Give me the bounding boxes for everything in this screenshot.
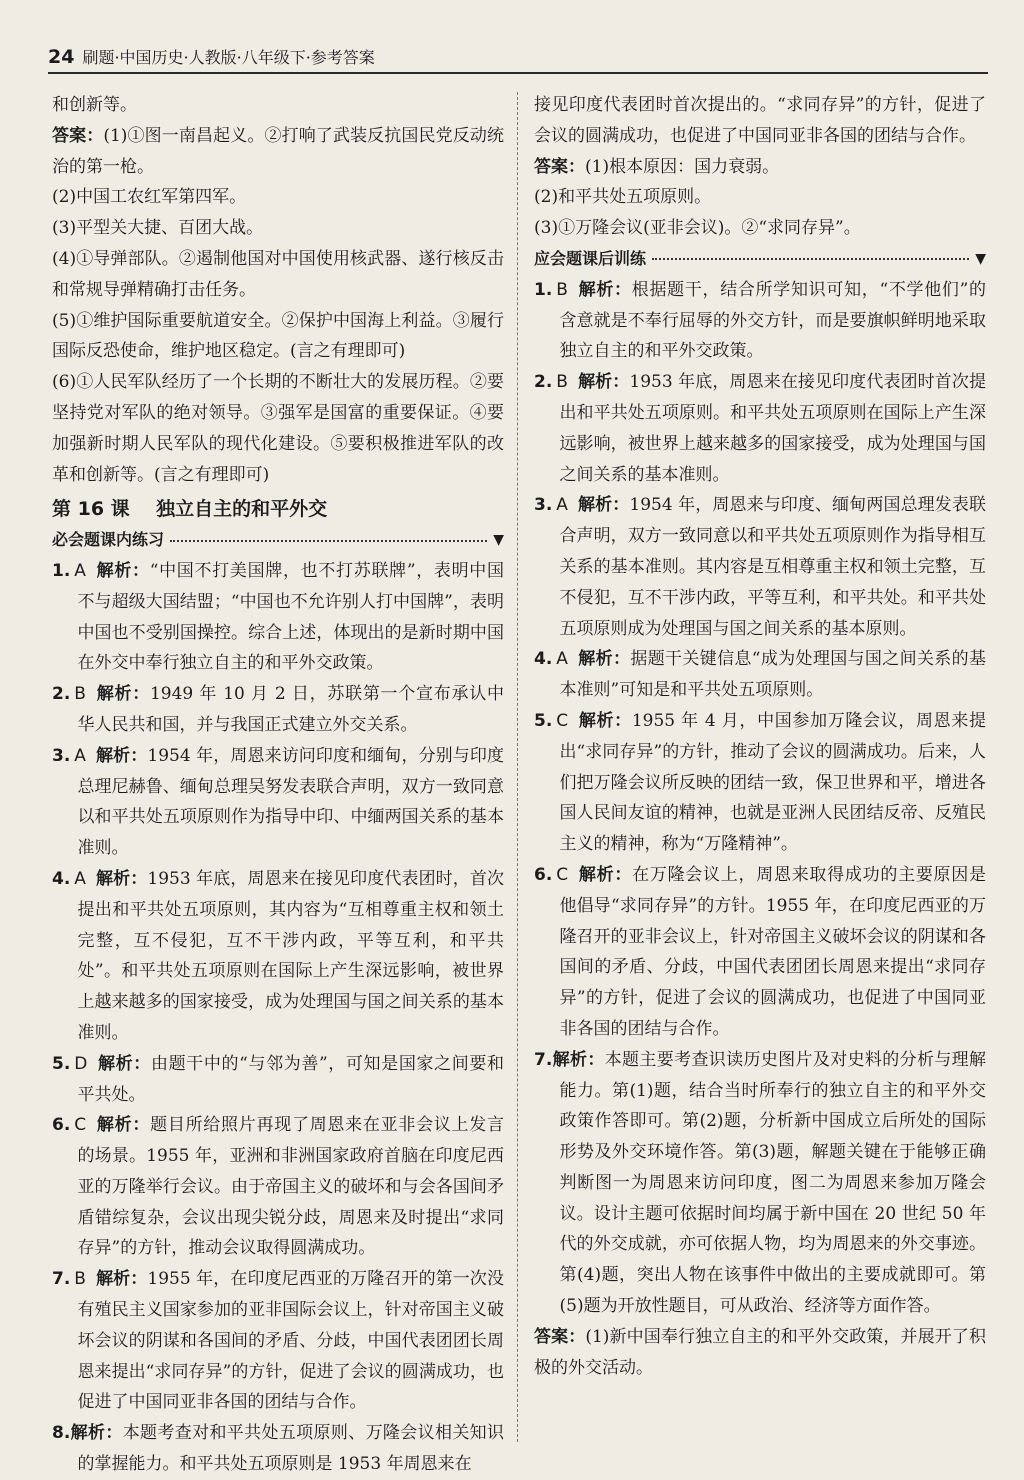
list-item xyxy=(534,367,986,490)
item-choice: B xyxy=(556,279,568,300)
answer-block-line xyxy=(52,121,504,183)
triangle-down-icon: ▼ xyxy=(975,250,986,267)
item-label: 解析： xyxy=(577,372,630,393)
item-label: 解析： xyxy=(577,279,632,300)
answer-part: (6)①人民军队经历了一个长期的不断壮大的发展历程。②要坚持党对军队的绝对领导。③强军是国富的重要保证。④要加强新时期人民军队的现代化建设。⑤要积极推进军队的改革和创新等。(言之有理即可) xyxy=(52,372,504,485)
list-item xyxy=(52,556,504,679)
section-header xyxy=(534,244,986,275)
item-label: 解析： xyxy=(578,710,632,731)
item-text: 1949 年 10 月 2 日，苏联第一个宣布承认中华人民共和国，并与我国正式建立外交关系。 xyxy=(77,684,505,735)
list-item xyxy=(52,1110,504,1264)
item-choice: B xyxy=(556,372,568,393)
lesson-title: 第 16 课 独立自主的和平外交 xyxy=(52,498,328,521)
answer-part: (5)①维护国际重要航道安全。②保护中国海上利益。③履行国际反恐使命，维护地区稳定。(言之有理即可) xyxy=(52,310,504,362)
right-column xyxy=(534,90,986,1383)
item-label: 解析： xyxy=(96,1115,151,1136)
item-number: 8. xyxy=(52,1423,71,1444)
item-choice: A xyxy=(74,745,86,766)
item-number: 4. xyxy=(534,649,553,670)
answer-label: 答案： xyxy=(534,1326,586,1347)
item-text: 1953 年底，周恩来在接见印度代表团时首次提出和平共处五项原则。和平共处五项原则在国际上产生深远影响，被世界上越来越多的国家接受，成为处理国与国之间关系的基本准则。 xyxy=(559,372,987,485)
section-title: 必会题课内练习 xyxy=(52,530,165,550)
item-text: 1955 年，在印度尼西亚的万隆召开的第一次没有殖民主义国家参加的亚非国际会议上，针对帝国主义破坏会议的阴谋和各国间的矛盾、分歧，中国代表团团长周恩来提出“求同存异”的方针，促进了会议的圆满成功，也促进了中国同亚非各国的团结与合作。 xyxy=(77,1269,505,1413)
answer-label: 答案： xyxy=(534,156,585,177)
item-text: 根据题干，结合所学知识可知，“不学他们”的含意就是不奉行屈辱的外交方针，而是要旗帜鲜明地采取独立自主的和平外交政策。 xyxy=(559,279,986,362)
item-number: 5. xyxy=(52,1053,71,1074)
item-choice: D xyxy=(74,1053,88,1074)
item-text: 据题干关键信息“成为处理国与国之间关系的基本准则”可知是和平共处五项原则。 xyxy=(559,649,986,701)
intro-line: 和创新等。 xyxy=(52,95,137,115)
list-item xyxy=(52,1049,504,1111)
item-choice: A xyxy=(556,495,568,516)
item-choice: C xyxy=(556,864,569,885)
item-text: 由题干中的“与邻为善”，可知是国家之间要和平共处。 xyxy=(77,1053,505,1105)
item-choice: A xyxy=(74,868,86,889)
item-text: 1954 年，周恩来访问印度和缅甸，分别与印度总理尼赫鲁、缅甸总理吴努发表联合声明，双方一致同意以和平共处五项原则作为指导中印、中缅两国关系的基本准则。 xyxy=(77,745,504,859)
item-text: 题目所给照片再现了周恩来在亚非会议上发言的场景。1955 年，亚洲和非洲国家政府首脑在印度尼西亚的万隆举行会议。由于帝国主义的破坏和与会各国间矛盾错综复杂，会议出现尖锐分歧，周恩来及时提出“求同存异”的方针，推动会议取得圆满成功。 xyxy=(77,1115,505,1259)
answer-part: (1)新中国奉行独立自主的和平外交政策，并展开了积极的外交活动。 xyxy=(534,1326,986,1378)
item-text: 在万隆会议上，周恩来取得成功的主要原因是他倡导“求同存异”的方针。1955 年，在印度尼西亚的万隆召开的亚非会议上，针对帝国主义破坏会议的阴谋和各国间的矛盾、分歧，中国代表团团长周恩来提出“求同存异”的方针，促进了会议的圆满成功，也促进了中国同亚非各国的团结与合作。 xyxy=(559,864,987,1039)
item-label: 解析： xyxy=(95,560,150,581)
answer-part: (3)平型关大捷、百团大战。 xyxy=(52,218,264,239)
item-number: 7. xyxy=(52,1269,71,1290)
item-number: 3. xyxy=(534,495,553,516)
section-title: 应会题课后训练 xyxy=(534,248,647,268)
item-number: 4. xyxy=(52,868,71,889)
item-label: 解析： xyxy=(95,1269,148,1290)
section-header xyxy=(52,525,504,556)
list-item xyxy=(534,275,986,367)
item-label: 解析： xyxy=(95,745,148,766)
page-header xyxy=(48,42,988,74)
dotted-leader xyxy=(652,258,969,260)
item-number: 7. xyxy=(534,1049,553,1070)
dotted-leader xyxy=(170,540,487,542)
item-number: 1. xyxy=(534,279,553,300)
item-text: 本题主要考查识读历史图片及对史料的分析与理解能力。第(1)题，结合当时所奉行的独立自主的和平外交政策作答即可。第(2)题，分析新中国成立后所处的国际形势及外交环境作答。第(3)题，解题关键在于能够正确判断图一为周恩来访问印度，图二为周恩来参加万隆会议。设计主题可依据时间均属于新中国在 20 世纪 50 年代的外交成就，亦可依据人物，均为周恩来的外交事迹。第(4)题，突出人物在该事件中做出的主要成就即可。第(5)题为开放性题目，可从政治、经济等方面作答。 xyxy=(559,1049,987,1317)
item-label: 解析： xyxy=(577,495,630,516)
item-label: 解析： xyxy=(552,1049,605,1070)
item-text: 1953 年底，周恩来在接见印度代表团时，首次提出和平共处五项原则，其内容为“互相尊重主权和领土完整，互不侵犯，互不干涉内政，平等互利，和平共处”。和平共处五项原则在国际上产生深远影响，被世界上越来越多的国家接受，成为处理国与国之间关系的基本准则。 xyxy=(77,868,504,1043)
list-item xyxy=(534,644,986,706)
triangle-down-icon: ▼ xyxy=(493,532,504,549)
answer-part: (1)①图一南昌起义。②打响了武装反抗国民党反动统治的第一枪。 xyxy=(52,125,504,177)
answer-block-line xyxy=(534,152,986,183)
column-divider xyxy=(517,92,518,1442)
answer-part: (2)中国工农红军第四军。 xyxy=(52,187,247,208)
list-item xyxy=(52,864,504,1049)
answer-part: (3)①万隆会议(亚非会议)。②“求同存异”。 xyxy=(534,218,861,239)
list-item xyxy=(534,860,986,1045)
item-number: 5. xyxy=(534,710,553,731)
item-number: 6. xyxy=(52,1115,71,1136)
item-text: 1954 年，周恩来与印度、缅甸两国总理发表联合声明，双方一致同意以和平共处五项原则作为指导相互关系的基本准则。其内容是互相尊重主权和领土完整，互不侵犯，互不干涉内政，平等互利，和平共处。和平共处五项原则成为处理国与国之间关系的基本原则。 xyxy=(559,495,986,639)
answer-label: 答案： xyxy=(52,125,104,146)
answer-part: (2)和平共处五项原则。 xyxy=(534,187,712,208)
item-label: 解析： xyxy=(95,684,150,705)
item-text: “中国不打美国牌，也不打苏联牌”，表明中国不与超级大国结盟；“中国也不允许别人打中国牌”，表明中国也不受别国操控。综合上述，体现出的是新时期中国在外交中奉行独立自主的和平外交政策。 xyxy=(77,560,504,674)
continued-text: 接见印度代表团时首次提出的。“求同存异”的方针，促进了会议的圆满成功，也促进了中国同亚非各国的团结与合作。 xyxy=(534,95,986,146)
item-number: 1. xyxy=(52,560,71,581)
item-number: 3. xyxy=(52,745,71,766)
final-answer xyxy=(534,1322,986,1384)
page-number: 24 xyxy=(48,46,75,68)
list-item xyxy=(52,741,504,864)
list-item xyxy=(534,1045,986,1322)
book-title: 刷题·中国历史·人教版·八年级下·参考答案 xyxy=(82,48,375,67)
item-label: 解析： xyxy=(95,868,148,889)
item-text: 本题考查对和平共处五项原则、万隆会议相关知识的掌握能力。和平共处五项原则是 1953 年周恩来在 xyxy=(77,1423,505,1475)
item-label: 解析： xyxy=(578,864,633,885)
left-column xyxy=(52,90,504,1480)
item-label: 解析： xyxy=(70,1423,123,1444)
item-choice: B xyxy=(74,1269,86,1290)
item-choice: C xyxy=(74,1115,87,1136)
item-label: 解析： xyxy=(577,649,631,670)
item-choice: A xyxy=(74,560,86,581)
list-item xyxy=(534,706,986,860)
list-item xyxy=(52,1418,504,1480)
list-item xyxy=(52,1264,504,1418)
item-choice: C xyxy=(556,710,569,731)
list-item xyxy=(52,679,504,741)
item-choice: A xyxy=(556,649,568,670)
answer-part: (1)根本原因：国力衰弱。 xyxy=(585,156,780,177)
answer-part: (4)①导弹部队。②遏制他国对中国使用核武器、遂行核反击和常规导弹精确打击任务。 xyxy=(52,248,504,300)
item-label: 解析： xyxy=(97,1053,151,1074)
item-number: 2. xyxy=(534,372,553,393)
item-number: 6. xyxy=(534,864,553,885)
item-choice: B xyxy=(74,684,86,705)
list-item xyxy=(534,490,986,644)
item-number: 2. xyxy=(52,684,71,705)
item-text: 1955 年 4 月，中国参加万隆会议，周恩来提出“求同存异”的方针，推动了会议的圆满成功。后来，人们把万隆会议所反映的团结一致，保卫世界和平，增进各国人民间友谊的精神，也就是亚洲人民团结反帝、反殖民主义的精神，称为“万隆精神”。 xyxy=(559,710,987,855)
